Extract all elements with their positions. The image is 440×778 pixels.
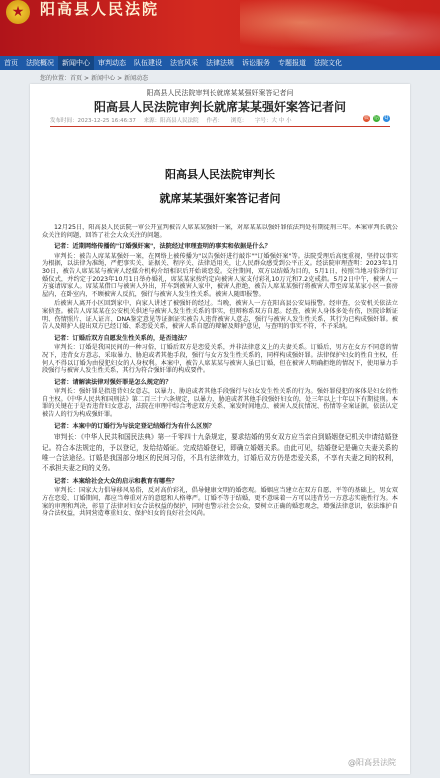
weibo-watermark: @阳高县法院 bbox=[348, 758, 396, 767]
nav-item[interactable]: 法官风采 bbox=[170, 59, 198, 67]
banner-decoration bbox=[240, 0, 440, 56]
answer-paragraph: 审判长：国家大力倡导移风易俗，反对高价彩礼，倡导健康文明的婚恋观。婚姻应当建立在双方自愿、平等的基础上，男女双方在恋爱、订婚期间，都应当尊重对方的意愿和人格尊严。订婚不等于结婚，更不意味着一方可以违背另一方意志实施性行为。本案的审理和判决，彰显了法律对妇女合法权益的保护，同时也警示社会公众，要树立正确的婚恋观念，增强法律意识，依法维护自身合法权益，共同营造尊重妇女、保护妇女的良好社会风尚。 bbox=[42, 487, 398, 518]
breadcrumb-news[interactable]: 新闻中心 bbox=[91, 75, 116, 82]
breadcrumb bbox=[40, 73, 148, 82]
wechat-share-icon[interactable]: 信 bbox=[373, 115, 379, 121]
share-icons bbox=[363, 115, 390, 122]
weibo-share-icon[interactable]: 微 bbox=[363, 115, 369, 121]
site-name: 阳高县人民法院 bbox=[40, 0, 160, 18]
nav-item[interactable]: 法院文化 bbox=[314, 59, 342, 67]
nav-item[interactable]: 审判动态 bbox=[98, 59, 126, 67]
doc-title-line2: 就席某某强奸案答记者问 bbox=[159, 192, 281, 205]
meta-views: 浏览： bbox=[230, 118, 248, 124]
meta-date: 发布时间：2023-12-25 16:46:37 bbox=[50, 118, 136, 124]
answer-paragraph: 后被害人离开小区回到家中，向家人讲述了被强奸的经过。当晚，被害人一方在阳高县公安局报警。经审查，公安机关依法立案侦查。被告人席某某在公安机关供述与被害人发生性关系的事实，但辩称系双方自愿。经查，被害人身体多处有伤，医院诊断证明、伤情照片、证人证言、DNA鉴定意见等证据证实被告人违背被害人意志，强行与被害人发生性关系，其行为已构成强奸罪。被告人及辩护人提出双方已经订婚、系恋爱关系，被害人系自愿的辩解及辩护意见，与查明的事实不符，不予采纳。 bbox=[42, 300, 398, 331]
answer-paragraph: 审判长：强奸罪是指违背妇女意志，以暴力、胁迫或者其他手段强行与妇女发生性关系的行为。强奸罪侵犯的客体是妇女的性自主权。《中华人民共和国刑法》第二百三十六条规定，以暴力、胁迫或者其他手段强奸妇女的，处三年以上十年以下有期徒刑。本罪的关键在于是否违背妇女意志，法院在审理中综合考虑双方关系、案发时间地点、被害人反抗情况、伤情等全案证据，依法认定被告人的行为构成强奸罪。 bbox=[42, 388, 398, 419]
answer-paragraph: 12月25日，阳高县人民法院一审公开宣判被告人席某某强奸一案，对席某某以强奸罪依法判处有期徒刑三年。本案审判长就公众关注的问题，回答了社会大众关注的问题。 bbox=[42, 224, 398, 239]
breadcrumb-home[interactable]: 首页 bbox=[70, 75, 83, 82]
breadcrumb-sep: > bbox=[84, 75, 90, 82]
qq-share-icon[interactable]: Q bbox=[384, 115, 389, 121]
nav-item[interactable]: 新闻中心 bbox=[58, 56, 94, 70]
court-emblem-icon: ★ bbox=[6, 0, 30, 24]
article-card bbox=[30, 84, 410, 774]
breadcrumb-sep: > bbox=[117, 75, 123, 82]
site-banner bbox=[0, 0, 440, 56]
meta-font-size[interactable]: 字号：大 中 小 bbox=[254, 118, 292, 124]
breadcrumb-prefix: 您的位置： bbox=[40, 75, 71, 82]
article-meta bbox=[50, 116, 390, 124]
article-caption: 阳高县人民法院审判长就席某某强奸案答记者问 bbox=[146, 89, 294, 97]
meta-author: 作者： bbox=[206, 118, 223, 124]
nav-item[interactable]: 诉讼服务 bbox=[242, 59, 270, 67]
question-paragraph: 记者：订婚后双方自愿发生性关系的，是否违法？ bbox=[54, 334, 191, 342]
main-nav bbox=[0, 56, 440, 70]
nav-item[interactable]: 队伍建设 bbox=[134, 59, 162, 67]
meta-source: 来源：阳高县人民法院 bbox=[143, 118, 199, 124]
doc-title-line1: 阳高县人民法院审判长 bbox=[165, 168, 275, 181]
question-paragraph: 记者：本案给社会大众的启示和教育有哪些？ bbox=[54, 477, 178, 485]
article-body bbox=[42, 224, 398, 772]
title-divider bbox=[50, 126, 390, 127]
nav-item[interactable]: 专题报道 bbox=[278, 59, 306, 67]
answer-paragraph: 审判长：订婚是我国民间的一种习俗，订婚后双方是恋爱关系，并非法律意义上的夫妻关系。订婚后，男方在女方不同意的情况下，违背女方意志，采取暴力、胁迫或者其他手段，强行与女方发生性关系的，同样构成强奸罪。法律保护妇女的性自主权，任何人不得以订婚为由侵犯妇女的人身权利。本案中，被告人席某某与被害人虽已订婚，但在被害人明确拒绝的情况下，使用暴力手段强行与被害人发生性关系，其行为符合强奸罪的构成要件。 bbox=[42, 344, 398, 375]
question-paragraph: 记者：请解读法律对强奸罪是怎么规定的？ bbox=[54, 378, 172, 386]
question-paragraph: 记者：近期网络传播的"订婚强奸案"，法院经过审理查明的事实和依据是什么？ bbox=[54, 243, 271, 251]
nav-item[interactable]: 法院概况 bbox=[26, 59, 54, 67]
article-headline: 阳高县人民法院审判长就席某某强奸案答记者问 bbox=[93, 100, 346, 114]
answer-paragraph: 审判长：被告人席某某强奸一案，在网络上被传播为"以告强奸进行敲诈""订婚强奸案"等。法院受理后高度重视，坚持以事实为根据，以法律为准绳，严把事实关、证据关、程序关、法律适用关，让人民群众感受到公平正义。经法院审理查明：2023年1月30日，被告人席某某与被害人经媒介机构介绍相识后开始谈恋爱。交往期间，双方以结婚为目的，5月1日，按照当地习俗举行订婚仪式，并约定于2023年10月1日举办婚礼，席某某家按约定向被害人家支付彩礼10万元和7.2克戒指。5月2日中午，被害人一方宴请席家人。席某某借口与被害人外出，开车到被害人家中，被害人拒绝，被告人席某某强行将被害人带至席某某家小区一套房屋内，在卧室内，不顾被害人反抗，强行与被害人发生性关系。被害人随即报警。 bbox=[42, 252, 398, 298]
answer-paragraph: 审判长：《中华人民共和国民法典》第一千零四十九条规定，要求结婚的男女双方应当亲自到婚姻登记机关申请结婚登记。符合本法规定的，予以登记，发给结婚证。完成结婚登记，即确立婚姻关系。由此可见，结婚登记是确立夫妻关系的唯一合法途径。订婚是我国部分地区的民间习俗，不具有法律效力，订婚后双方仍是恋爱关系，不享有夫妻之间的权利，不承担夫妻之间的义务。 bbox=[42, 433, 398, 473]
nav-item[interactable]: 法律法规 bbox=[206, 59, 234, 67]
nav-item[interactable]: 首页 bbox=[4, 59, 18, 67]
question-paragraph: 记者：本案中的订婚行为与法定登记结婚行为有什么区别？ bbox=[54, 422, 215, 430]
breadcrumb-current[interactable]: 新闻动态 bbox=[124, 75, 149, 82]
